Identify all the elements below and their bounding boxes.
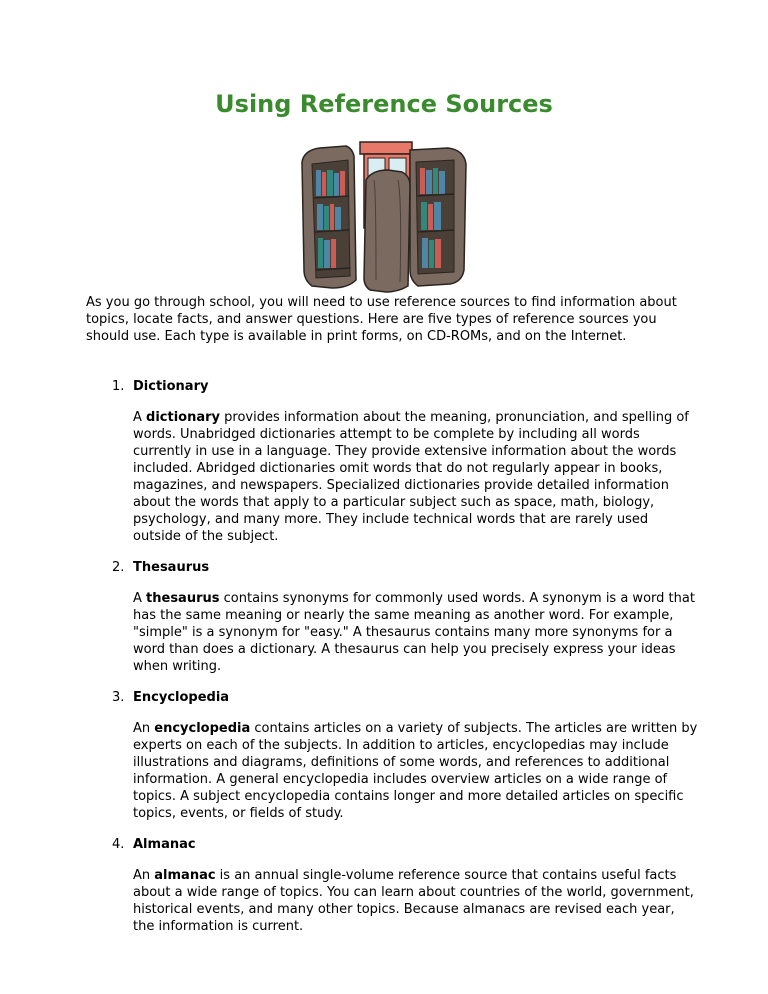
- item-heading: Dictionary: [133, 379, 209, 394]
- list-item: [86, 378, 706, 545]
- item-number: 1.: [112, 379, 125, 394]
- item-number: 4.: [112, 837, 125, 852]
- item-heading: Encyclopedia: [133, 690, 230, 705]
- reference-sources-list: [86, 378, 706, 949]
- right-shelf-icon: [410, 148, 466, 286]
- intro-paragraph: As you go through school, you will need to use reference sources to find information about topics, locate facts, and answer questions. Here are five types of reference sources you should use. Each type is available in print forms, on CD-ROMs, and on the Internet.: [86, 295, 677, 344]
- item-description: An encyclopedia contains articles on a variety of subjects. The articles are written by experts on each of the subjects. In addition to articles, encyclopedias may include illustrations and diagrams, definitions of some words, and references to additional information. A general encyclopedia includes overview articles on a wide range of topics. A subject encyclopedia contains longer and more detailed articles on specific topics, events, or fields of study.: [133, 721, 698, 821]
- item-term: thesaurus: [146, 591, 220, 606]
- item-heading: Almanac: [133, 837, 196, 852]
- item-description: An almanac is an annual single-volume reference source that contains useful facts about a wide range of topics. You can learn about countries of the world, government, historical events, and many other topics. Because almanacs are revised each year, the information is current.: [133, 868, 694, 934]
- item-number: 3.: [112, 690, 125, 705]
- item-description: A thesaurus contains synonyms for commonly used words. A synonym is a word that has the same meaning or nearly the same meaning as another word. For example, "simple" is a synonym for "easy." A thesaurus contains many more synonyms for a word than does a dictionary. A thesaurus can help you precisely express your ideas when writing.: [133, 591, 695, 674]
- item-term: encyclopedia: [154, 721, 251, 736]
- item-number: 2.: [112, 560, 125, 575]
- list-item: [86, 559, 706, 675]
- center-shelf-icon: [364, 170, 410, 292]
- page-title: Using Reference Sources: [215, 90, 553, 118]
- bookshelves-illustration: [298, 140, 470, 294]
- list-item: [86, 836, 706, 935]
- item-term: dictionary: [146, 410, 221, 425]
- item-term: almanac: [154, 868, 216, 883]
- list-item: [86, 689, 706, 822]
- item-heading: Thesaurus: [133, 560, 210, 575]
- item-description: A dictionary provides information about the meaning, pronunciation, and spelling of words. Unabridged dictionaries attempt to be complete by including all words currently in use in a language. They provide extensive information about the words included. Abridged dictionaries omit words that do not regularly appear in books, magazines, and newspapers. Specialized dictionaries provide detailed information about the words that apply to a particular subject such as space, math, biology, psychology, and many more. They include technical words that are rarely used outside of the subject.: [133, 410, 689, 544]
- left-shelf-icon: [302, 146, 356, 288]
